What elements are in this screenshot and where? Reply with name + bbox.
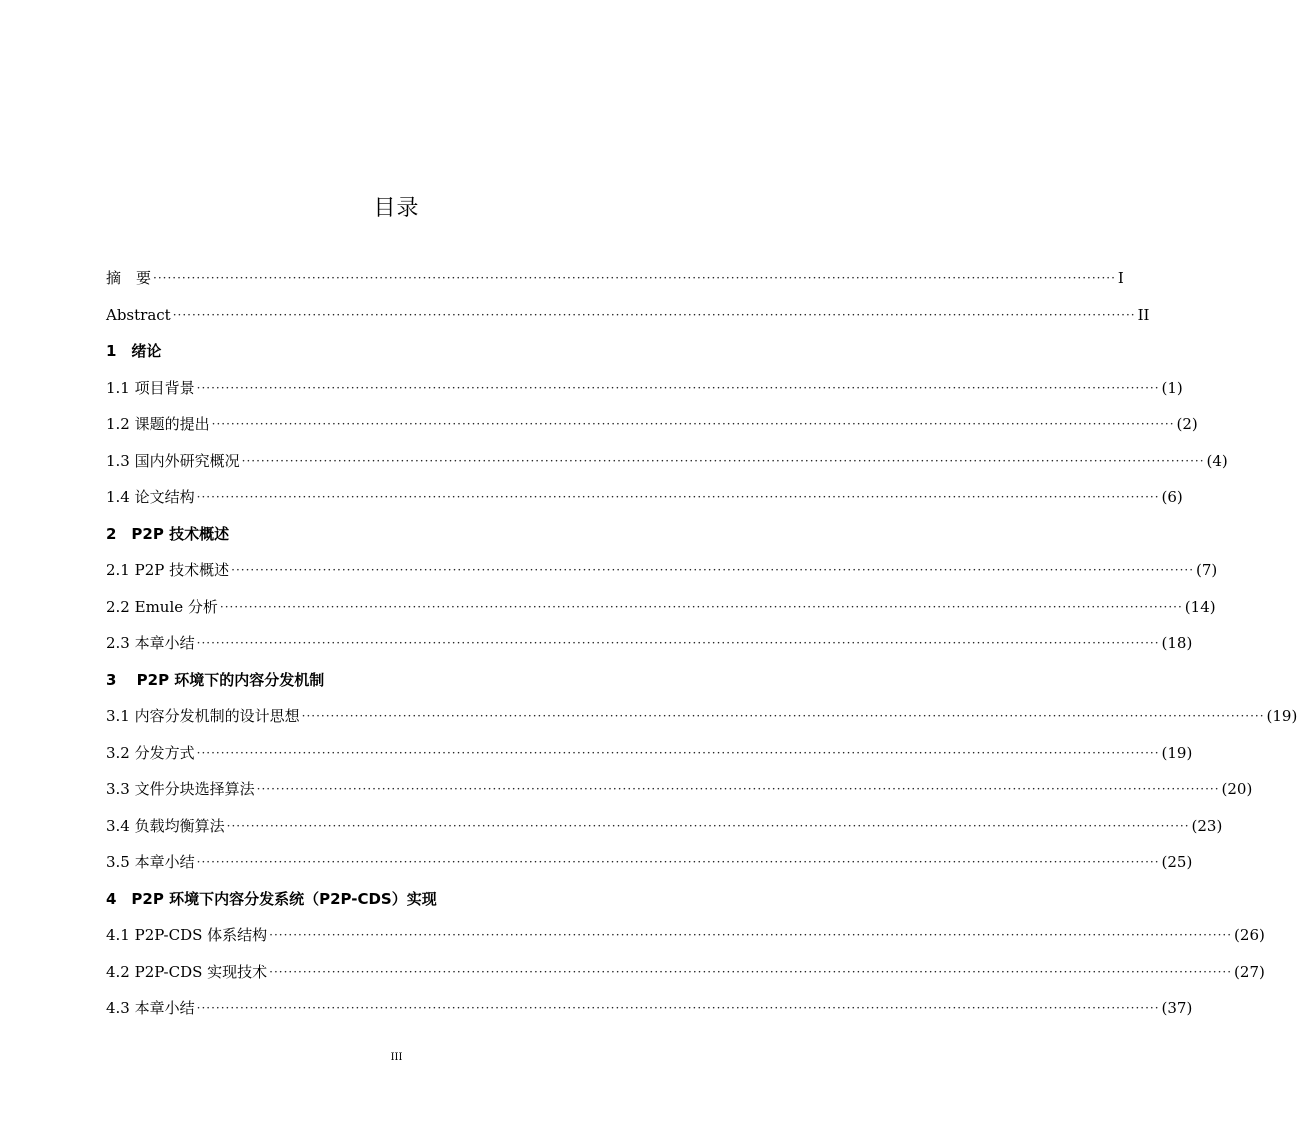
- toc-entry-page: (23): [1191, 816, 1223, 835]
- toc-entry-label: 2.1 P2P 技术概述: [106, 561, 230, 579]
- toc-entry[interactable]: [106, 769, 1253, 799]
- toc-entry-label: 4.3 本章小结: [106, 999, 195, 1017]
- toc-entry-page: (26): [1234, 926, 1265, 944]
- toc-chapter-heading[interactable]: [106, 331, 659, 361]
- toc-entry-page: (37): [1161, 999, 1193, 1017]
- toc-entry[interactable]: [106, 477, 1183, 507]
- toc-dot-leader: ········································································································································································································: [269, 928, 1233, 942]
- toc-dot-leader: ········································································································································································································: [196, 1001, 1160, 1015]
- toc-entry-page: I: [1117, 269, 1124, 287]
- toc-dot-leader: ········································································································································································································: [241, 453, 1205, 468]
- toc-entry[interactable]: [106, 806, 1223, 836]
- toc-dot-leader: ········································································································································································································: [211, 417, 1175, 431]
- toc-entry[interactable]: [106, 295, 1150, 325]
- toc-entry-page: (1): [1161, 378, 1183, 397]
- toc-entry-label: 3.2 分发方式: [106, 743, 195, 762]
- toc-entry[interactable]: [106, 368, 1183, 398]
- toc-dot-leader: ········································································································································································································: [301, 709, 1265, 723]
- toc-entry-page: (6): [1161, 488, 1183, 506]
- toc-entry[interactable]: [106, 404, 1198, 434]
- toc-entry-page: II: [1137, 305, 1150, 324]
- toc-entry-label: 3 P2P 环境下的内容分发机制: [106, 670, 325, 689]
- toc-entry-label: 1.3 国内外研究概况: [106, 451, 240, 470]
- toc-dot-leader: ········································································································································································································: [256, 782, 1220, 796]
- toc-entry-label: 4.2 P2P-CDS 实现技术: [106, 962, 268, 981]
- toc-entry-label: 2 P2P 技术概述: [106, 524, 230, 543]
- toc-entry-label: 1.2 课题的提出: [106, 415, 210, 433]
- toc-entry-page: (19): [1161, 743, 1193, 762]
- toc-entry[interactable]: [106, 842, 1193, 872]
- toc-entry-label: 2.3 本章小结: [106, 634, 195, 652]
- toc-entry-page: (19): [1266, 707, 1297, 725]
- toc-dot-leader: ········································································································································································································: [196, 855, 1160, 869]
- toc-entry[interactable]: [106, 441, 1228, 471]
- toc-entry[interactable]: [106, 733, 1193, 763]
- toc-entry[interactable]: [106, 988, 1193, 1018]
- page-title: 目录: [373, 196, 420, 221]
- toc-dot-leader: ········································································································································································································: [196, 636, 1160, 650]
- toc-entry-page: (14): [1184, 597, 1216, 616]
- toc-dot-leader: ········································································································································································································: [172, 307, 1136, 322]
- toc-entry-page: (4): [1206, 451, 1228, 470]
- toc-dot-leader: ········································································································································································································: [269, 964, 1233, 979]
- page-number: III: [390, 1052, 403, 1063]
- toc-entry-label: 3.3 文件分块选择算法: [106, 780, 255, 798]
- toc-chapter-heading[interactable]: [106, 660, 659, 690]
- toc-entry-label: 1.1 项目背景: [106, 378, 195, 397]
- toc-entry-page: (2): [1176, 415, 1198, 433]
- toc-dot-leader: ········································································································································································································: [226, 818, 1190, 833]
- toc-dot-leader: ········································································································································································································: [153, 271, 1116, 285]
- toc-entry-label: 2.2 Emule 分析: [106, 597, 218, 616]
- toc-dot-leader: ········································································································································································································: [231, 563, 1195, 577]
- toc-dot-leader: ········································································································································································································: [196, 745, 1160, 760]
- toc-entry-label: Abstract: [106, 305, 171, 324]
- toc-entry-label: 1.4 论文结构: [106, 488, 195, 506]
- toc-dot-leader: ········································································································································································································: [196, 380, 1160, 395]
- toc-entry-label: 摘 要: [106, 269, 152, 287]
- toc-entry-page: (27): [1234, 962, 1265, 981]
- toc-entry-label: 1 绪论: [106, 342, 162, 360]
- toc-chapter-heading[interactable]: [106, 514, 659, 544]
- toc-dot-leader: ········································································································································································································: [219, 599, 1183, 614]
- toc-entry-label: 3.5 本章小结: [106, 853, 195, 871]
- toc-entry[interactable]: [106, 952, 1265, 982]
- toc-dot-leader: ········································································································································································································: [196, 490, 1160, 504]
- toc-entry-page: (7): [1196, 561, 1218, 579]
- toc-entry-page: (18): [1161, 634, 1193, 652]
- toc-entry-page: (25): [1161, 853, 1193, 871]
- toc-entry[interactable]: [106, 258, 1124, 288]
- toc-entry[interactable]: [106, 696, 1297, 726]
- toc-entry[interactable]: [106, 623, 1193, 653]
- toc-chapter-heading[interactable]: [106, 879, 659, 909]
- toc-entry-label: 3.1 内容分发机制的设计思想: [106, 707, 300, 725]
- toc-entry[interactable]: [106, 915, 1265, 945]
- toc-entry[interactable]: [106, 550, 1218, 580]
- toc-entry-label: 4.1 P2P-CDS 体系结构: [106, 926, 268, 944]
- toc-entry[interactable]: [106, 587, 1216, 617]
- toc-entry-label: 3.4 负载均衡算法: [106, 816, 225, 835]
- toc-entry-page: (20): [1221, 780, 1253, 798]
- toc-entry-label: 4 P2P 环境下内容分发系统（P2P-CDS）实现: [106, 889, 437, 908]
